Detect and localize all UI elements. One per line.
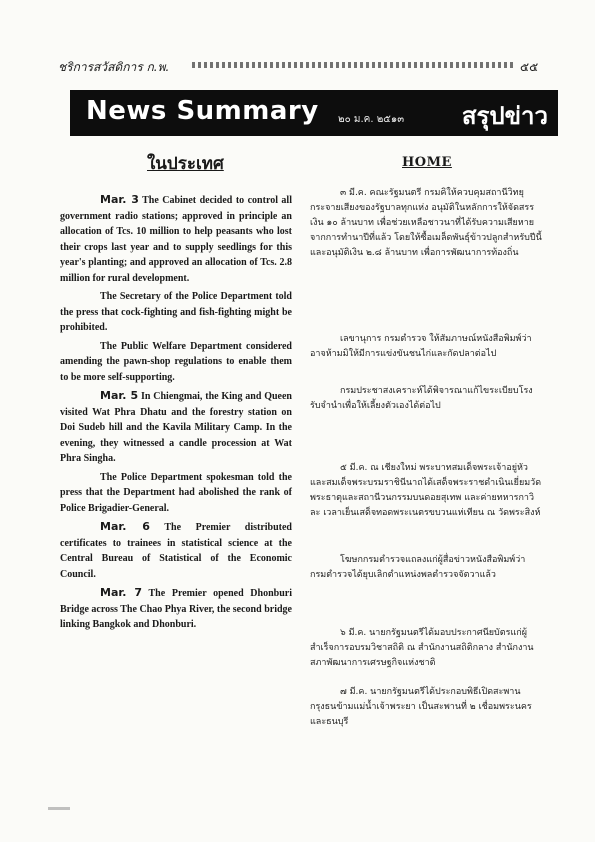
news-summary-banner [70, 90, 558, 136]
entry-date: Mar. 3 [100, 193, 139, 206]
entry-date: Mar. 5 [100, 389, 139, 402]
entry-text: The Secretary of the Police Department told the press that cock-fighting and fish-fighting might be prohibited. [60, 291, 292, 333]
entry-text: The Police Department spokesman told the press that the Department had abolished the rank of Police Brigadier-General. [60, 471, 292, 514]
thai-news-entry: โฆษกกรมตำรวจแถลงแก่ผู้สื่อข่าวหนังสือพิมพ์ว่า กรมตำรวจได้ยุบเลิกตำแหน่งพลตำรวจจัตวาแล้ว [310, 555, 526, 580]
banner-date: ๒๐ ม.ค. ๒๕๑๓ [338, 114, 405, 125]
news-entry [60, 519, 292, 582]
english-column [60, 192, 292, 636]
thai-news-entry: ๖ มี.ค. นายกรัฐมนตรีได้มอบประกาศนียบัตรแก่ผู้สำเร็จการอบรมวิชาสถิติ ณ สำนักงานสถิติกลาง สำนักงานสภาพัฒนาการเศรษฐกิจแห่งชาติ [310, 628, 534, 668]
thai-news-entry: ๕ มี.ค. ณ เชียงใหม่ พระบาทสมเด็จพระเจ้าอยู่หัวและสมเด็จพระบรมราชินีนาถได้เสด็จพระราชดำเนินเยี่ยมวัดพระธาตุและสถานีวนกรรมบนดอยสุเทพ และค่ายทหารกาวิละ เวลาเย็นเสด็จทอดพระเนตรขบวนแห่เทียน ณ วัดพระสิงห์ [310, 463, 542, 518]
entry-text: The Cabinet decided to control all government radio stations; approved in principle an allocation of Tcs. 10 million to help peasants who lost their crops last year and to supply seedlings for this year's planting; and approved an allocation of Tcs. 2.8 million for rural development. [60, 195, 292, 284]
entry-text: The Public Welfare Department considered amending the pawn-shop regulations to enable them to be more self-supporting. [60, 340, 292, 383]
entry-date: Mar. 7 [100, 586, 143, 599]
entry-date: Mar. 6 [100, 520, 150, 533]
news-entry [60, 470, 292, 517]
entry-text: In Chiengmai, the King and Queen visited Wat Phra Dhatu and the forestry station on Doi Sudeb hill and the Kavila Military Camp. In the evening, they witnessed a candle procession at Wat Phra Singha. [60, 391, 292, 464]
section-heading-home: HOME [402, 155, 452, 170]
news-entry [60, 585, 292, 633]
thai-news-entry: ๗ มี.ค. นายกรัฐมนตรีได้ประกอบพิธีเปิดสะพานกรุงธนข้ามแม่น้ำเจ้าพระยา เป็นสะพานที่ ๒ เชื่อมพระนครและธนบุรี [310, 687, 532, 727]
banner-title-th: สรุปข่าว [461, 102, 548, 130]
journal-title: ชริการสวัสดิการ ก.พ. [58, 60, 170, 74]
header-dotted-rule [192, 62, 514, 68]
thai-news-entry: กรมประชาสงเคราะห์ได้พิจารณาแก้ไขระเบียบโรงรับจำนำเพื่อให้เลี้ยงตัวเองได้ต่อไป [310, 386, 533, 411]
entry-text: The Premier opened Dhonburi Bridge across The Chao Phya River, the second bridge linking Bangkok and Dhonburi. [60, 588, 292, 630]
thai-news-entry: เลขานุการ กรมตำรวจ ให้สัมภาษณ์หนังสือพิมพ์ว่า อาจห้ามมิให้มีการแข่งขันชนไก่และกัดปลาต่อไป [310, 334, 532, 359]
news-entry [60, 388, 292, 467]
thai-news-entry: ๓ มี.ค. คณะรัฐมนตรี กรมคิให้ควบคุมสถานีวิทยุกระจายเสียงของรัฐบาลทุกแห่ง อนุมัติในหลักการให้จัดสรรเงิน ๑๐ ล้านบาท เพื่อช่วยเหลือชาวนาที่ได้รับความเสียหายจากการทำนาปีที่แล้ว โดยให้ซื้อเมล็ดพันธุ์ข้าวปลูกสำหรับปีนี้ และอนุมัติเงิน ๒.๘ ล้านบาท เพื่อการพัฒนาการท้องถิ่น [310, 188, 542, 258]
news-entry [60, 339, 292, 386]
news-entry [60, 289, 292, 336]
section-heading-thai: ในประเทศ [147, 154, 224, 174]
news-entry [60, 192, 292, 286]
footer-smudge [48, 807, 70, 810]
entry-text: The Premier distributed certificates to trainees in statistical science at the Central Bureau of Statistical of the Economic Council. [60, 522, 292, 580]
banner-title-en: News Summary [86, 96, 319, 126]
page-number: ๕๕ [520, 60, 539, 74]
